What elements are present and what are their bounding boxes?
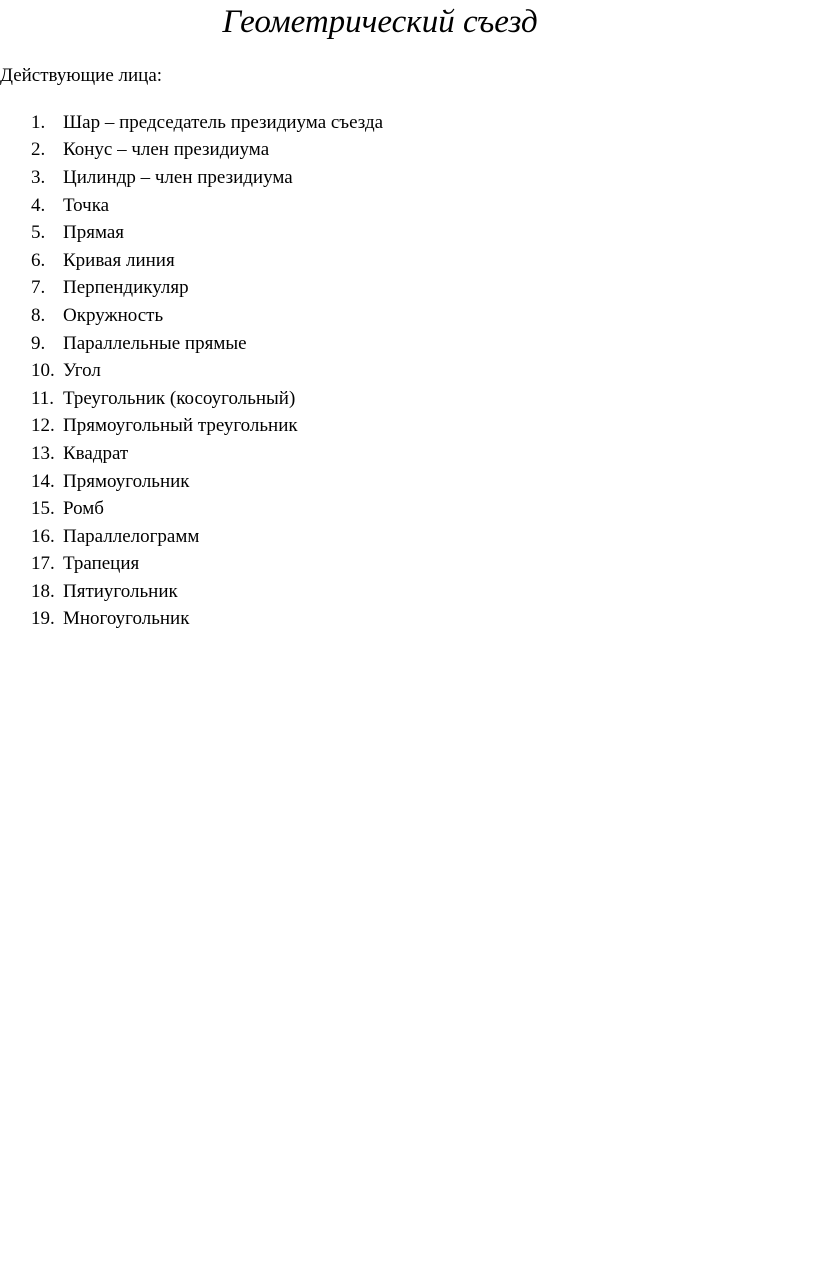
list-item-text: Треугольник (косоугольный)	[63, 387, 296, 409]
list-item	[31, 578, 383, 606]
list-item-text: Параллельные прямые	[63, 332, 247, 354]
cast-list	[31, 109, 383, 633]
cast-heading: Действующие лица:	[0, 65, 163, 86]
list-item-number: 7.	[31, 277, 46, 299]
list-item	[31, 357, 383, 385]
list-item	[31, 192, 383, 220]
list-item-text: Параллелограмм	[63, 525, 200, 547]
list-item-text: Ромб	[63, 498, 104, 520]
list-item-text: Конус – член президиума	[63, 139, 270, 161]
list-item-number: 15.	[31, 498, 55, 520]
list-item-number: 5.	[31, 222, 46, 244]
list-item	[31, 330, 383, 358]
list-item	[31, 137, 383, 165]
list-item-number: 1.	[31, 111, 46, 133]
list-item-number: 18.	[31, 580, 55, 602]
list-item-number: 8.	[31, 304, 46, 326]
list-item-text: Прямоугольник	[63, 470, 190, 492]
list-item-text: Прямая	[63, 222, 125, 244]
list-item	[31, 551, 383, 579]
list-item	[31, 440, 383, 468]
list-item-text: Цилиндр – член президиума	[63, 166, 293, 188]
list-item-text: Точка	[63, 194, 110, 216]
list-item-number: 19.	[31, 608, 55, 630]
list-item-text: Кривая линия	[63, 249, 175, 271]
list-item-number: 17.	[31, 553, 55, 575]
list-item-number: 13.	[31, 442, 55, 464]
list-item	[31, 275, 383, 303]
list-item	[31, 606, 383, 634]
list-item	[31, 164, 383, 192]
list-item-number: 9.	[31, 332, 46, 354]
list-item-number: 14.	[31, 470, 55, 492]
list-item	[31, 385, 383, 413]
list-item-number: 10.	[31, 360, 55, 382]
list-item-number: 3.	[31, 166, 46, 188]
list-item-text: Шар – председатель президиума съезда	[63, 111, 384, 133]
list-item	[31, 109, 383, 137]
list-item-number: 2.	[31, 139, 46, 161]
list-item-text: Квадрат	[63, 442, 129, 464]
list-item-number: 12.	[31, 415, 55, 437]
list-item	[31, 523, 383, 551]
list-item	[31, 302, 383, 330]
list-item-number: 6.	[31, 249, 46, 271]
list-item	[31, 219, 383, 247]
list-item-text: Угол	[63, 360, 101, 382]
list-item-number: 16.	[31, 525, 55, 547]
page-title: Геометрический съезд	[222, 4, 538, 40]
list-item-text: Трапеция	[63, 553, 140, 575]
list-item-text: Перпендикуляр	[63, 277, 189, 299]
list-item-text: Прямоугольный треугольник	[63, 415, 298, 437]
list-item-number: 4.	[31, 194, 46, 216]
list-item	[31, 495, 383, 523]
list-item-text: Пятиугольник	[63, 580, 178, 602]
list-item-text: Окружность	[63, 304, 164, 326]
list-item	[31, 247, 383, 275]
list-item-text: Многоугольник	[63, 608, 190, 630]
list-item	[31, 413, 383, 441]
list-item	[31, 468, 383, 496]
list-item-number: 11.	[31, 387, 55, 409]
